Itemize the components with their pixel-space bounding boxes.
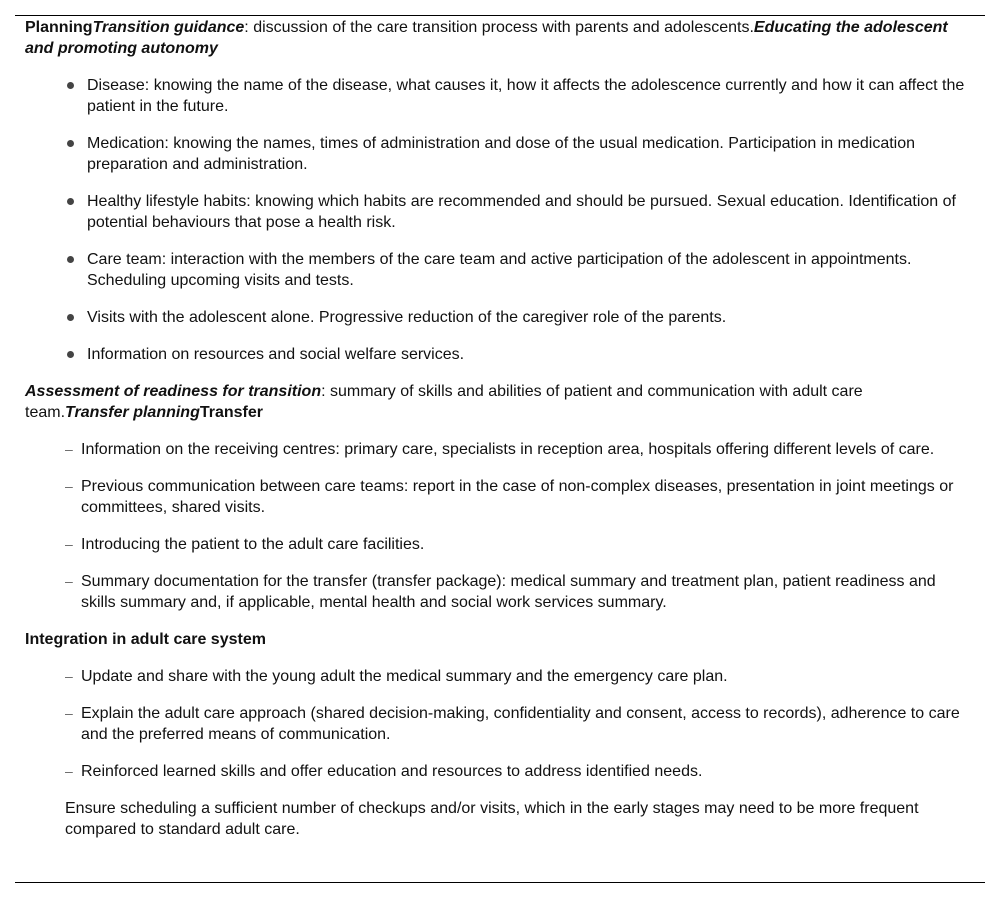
transition-guidance-text: : discussion of the care transition process with parents and adolescents. — [244, 19, 754, 36]
integration-heading: Integration in adult care system — [25, 631, 266, 648]
bullet-icon — [67, 198, 74, 205]
list-item-text: Explain the adult care approach (shared decision-making, confidentiality and consent, access to records), adherence to care and the preferred means of communication. — [81, 705, 960, 743]
transfer-planning-title: Transfer planning — [65, 404, 200, 421]
list-item-text: Information on resources and social welfare services. — [87, 346, 465, 363]
list-item — [25, 75, 965, 117]
integration-list — [25, 666, 965, 782]
transfer-list — [25, 439, 965, 613]
list-item — [25, 439, 965, 460]
list-item-text: Previous communication between care teams: report in the case of non-complex diseases, presentation in joint meetings or committees, shared visits. — [81, 478, 954, 516]
dash-icon: – — [65, 705, 73, 721]
transfer-heading: Transfer — [199, 404, 263, 421]
bullet-icon — [67, 351, 74, 358]
bullet-icon — [67, 314, 74, 321]
assessment-title: Assessment of readiness for transition — [25, 383, 322, 400]
list-item — [25, 703, 965, 745]
integration-paragraph — [25, 629, 965, 650]
dash-icon: – — [65, 763, 73, 779]
top-rule — [15, 15, 985, 16]
bullet-icon — [67, 256, 74, 263]
bottom-rule — [15, 882, 985, 883]
list-item — [25, 249, 965, 291]
list-item — [25, 133, 965, 175]
list-item-text: Introducing the patient to the adult care facilities. — [81, 536, 425, 553]
integration-note: Ensure scheduling a sufficient number of checkups and/or visits, which in the early stages may need to be more frequent compared to standard adult care. — [65, 800, 919, 838]
list-item — [25, 191, 965, 233]
planning-heading: Planning — [25, 19, 93, 36]
dash-icon: – — [65, 441, 73, 457]
list-item-text: Care team: interaction with the members of the care team and active participation of the adolescent in appointments. Scheduling upcoming visits and tests. — [87, 251, 912, 289]
planning-paragraph — [25, 17, 965, 59]
assessment-paragraph — [25, 381, 965, 423]
document-body — [25, 17, 965, 840]
dash-icon: – — [65, 668, 73, 684]
dash-icon: – — [65, 536, 73, 552]
assessment-text: : summary of skills and abilities of patient and communication with adult care team. — [25, 383, 863, 421]
list-item — [25, 571, 965, 613]
educating-list — [25, 75, 965, 365]
dash-icon: – — [65, 478, 73, 494]
list-item — [25, 476, 965, 518]
transition-guidance-title: Transition guidance — [92, 19, 245, 36]
educating-title: Educating the adolescent and promoting autonomy — [25, 19, 948, 57]
list-item-text: Information on the receiving centres: primary care, specialists in reception area, hospitals offering different levels of care. — [81, 441, 935, 458]
list-item-text: Update and share with the young adult the medical summary and the emergency care plan. — [81, 668, 728, 685]
list-item-text: Disease: knowing the name of the disease, what causes it, how it affects the adolescence currently and how it can affect the patient in the future. — [87, 77, 965, 115]
list-item — [25, 344, 965, 365]
list-item-text: Medication: knowing the names, times of administration and dose of the usual medication. Participation in medication preparation and administration. — [87, 135, 916, 173]
list-item — [25, 534, 965, 555]
list-item — [25, 666, 965, 687]
bullet-icon — [67, 82, 74, 89]
dash-icon: – — [65, 573, 73, 589]
list-item-text: Summary documentation for the transfer (transfer package): medical summary and treatment plan, patient readiness and skills summary and, if applicable, mental health and social work services summary. — [81, 573, 936, 611]
list-item-text: Reinforced learned skills and offer education and resources to address identified needs. — [81, 763, 703, 780]
list-item-text: Healthy lifestyle habits: knowing which habits are recommended and should be pursued. Sexual education. Identification of potential behaviours that pose a health risk. — [87, 193, 956, 231]
list-item — [25, 761, 965, 782]
list-item-text: Visits with the adolescent alone. Progressive reduction of the caregiver role of the parents. — [87, 309, 727, 326]
list-item — [25, 307, 965, 328]
bullet-icon — [67, 140, 74, 147]
